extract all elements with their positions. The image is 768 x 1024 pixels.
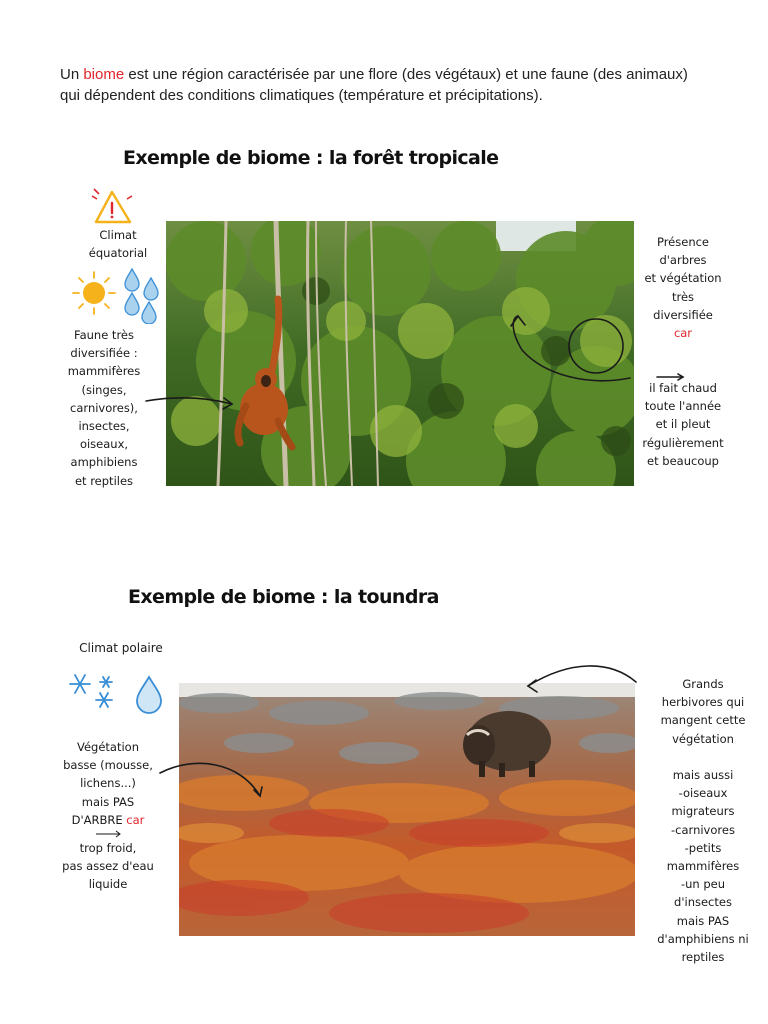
text-line: et il pleut [655, 417, 711, 432]
text-line: Présence [656, 235, 710, 249]
tropical-reason-text [636, 379, 730, 470]
tropical-flora-text [636, 233, 730, 342]
text-line: d'arbres [659, 253, 707, 268]
text-line: Faune très [74, 328, 134, 342]
sun-icon [70, 270, 118, 320]
text-line: d'insectes [674, 895, 732, 910]
text-line: mais aussi [672, 768, 734, 783]
water-drop-icon [133, 674, 165, 722]
section2-title: Exemple de biome : la toundra [128, 586, 439, 608]
text-line [640, 748, 766, 766]
text-line: et beaucoup [647, 453, 719, 468]
text-line: amphibiens [70, 455, 138, 470]
text-line: -carnivores [671, 822, 735, 837]
section1-title: Exemple de biome : la forêt tropicale [123, 147, 499, 169]
climate-label [80, 226, 156, 262]
snowflakes-icon [66, 670, 120, 714]
intro-before: Un [60, 66, 84, 83]
text-line: lichens...) [80, 776, 136, 791]
text-line: liquide [88, 877, 128, 892]
text-line: végétation [672, 731, 734, 746]
text-line: reptiles [681, 950, 725, 965]
text-line: diversifiée [653, 307, 713, 322]
tropical-fauna-text [64, 326, 144, 490]
text-line: pas assez d'eau [62, 859, 154, 874]
text-line: herbivores qui [661, 695, 745, 710]
text-line: très [671, 289, 695, 304]
no-tree-line [52, 811, 164, 829]
intro-after: est une région caractérisée par une flore (des végétaux) et une faune (des animaux) qui dépendent des conditions climatiques (température et précipitations). [60, 66, 688, 104]
climate-line2: équatorial [88, 246, 148, 261]
intro-keyword-biome: biome [83, 66, 125, 83]
text-line: mais PAS [81, 794, 135, 809]
text-line: régulièrement [642, 435, 724, 450]
rainforest-photo [166, 221, 634, 486]
text-line: carnivores), [70, 400, 138, 415]
no-tree-label: D'ARBRE [71, 812, 127, 827]
text-line: d'amphibiens ni [657, 931, 749, 946]
text-line: mammifères [666, 859, 740, 874]
text-line: trop froid, [79, 841, 137, 856]
text-line: -un peu [680, 877, 726, 892]
text-line: basse (mousse, [63, 758, 153, 773]
because-label-2: car [126, 812, 145, 827]
text-line: toute l'année [644, 399, 722, 414]
text-line: il fait chaud [649, 381, 717, 395]
text-line: mammifères [67, 364, 141, 379]
tundra-photo [179, 683, 635, 936]
text-line: (singes, [81, 382, 127, 397]
arrow-glyph [52, 829, 164, 839]
climate-line1: Climat [99, 228, 137, 242]
text-line: insectes, [78, 419, 130, 434]
tundra-vegetation-text [52, 738, 164, 894]
text-line: et reptiles [74, 473, 134, 488]
text-line: -oiseaux [678, 786, 728, 801]
text-line: et végétation [644, 271, 722, 286]
text-line: mais PAS [676, 913, 730, 928]
text-line: migrateurs [671, 804, 735, 819]
flora-lines [636, 233, 730, 324]
water-drops-icon [121, 266, 163, 328]
text-line: oiseaux, [79, 437, 129, 452]
text-line: -petits [684, 840, 722, 855]
polar-climate-label: Climat polaire [79, 641, 163, 655]
text-line: mangent cette [660, 713, 746, 728]
text-line: diversifiée : [70, 346, 138, 361]
text-line: Grands [682, 677, 724, 691]
intro-paragraph [60, 64, 700, 106]
text-line: Végétation [76, 740, 139, 754]
tundra-fauna-text [640, 675, 766, 966]
vegetation-lines [52, 738, 164, 811]
tundra-reason-lines [52, 839, 164, 894]
because-label: car [673, 326, 693, 341]
